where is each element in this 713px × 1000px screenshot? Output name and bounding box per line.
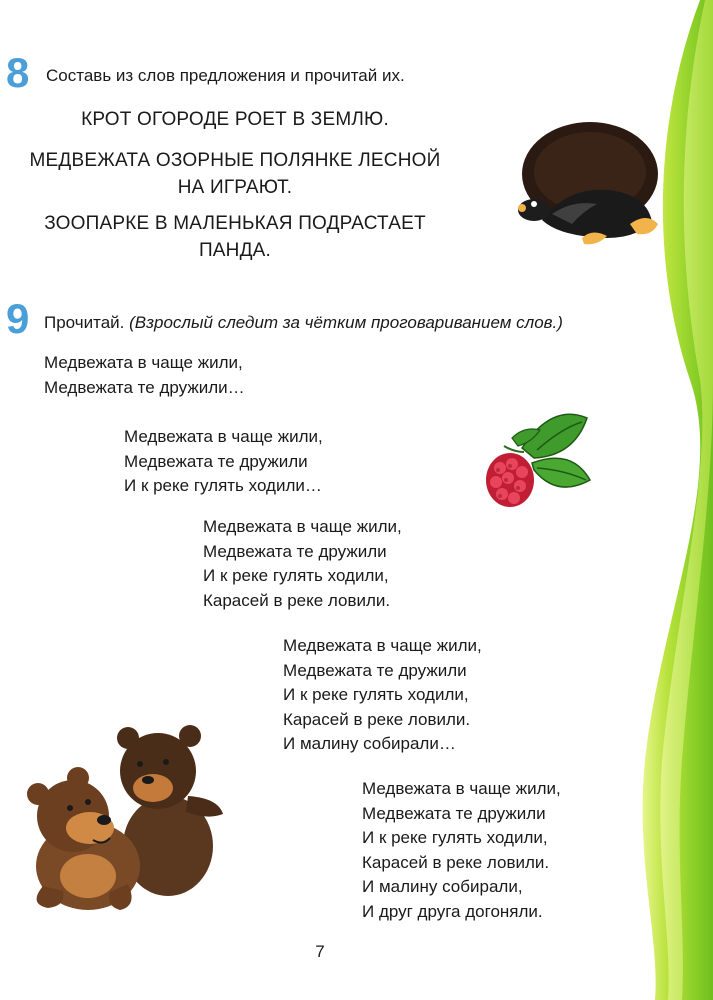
- sentence-2: [10, 147, 460, 201]
- sentence-2-line-1: МЕДВЕЖАТА ОЗОРНЫЕ ПОЛЯНКЕ ЛЕСНОЙ: [29, 150, 441, 171]
- stanza-line: И к реке гулять ходили,: [283, 685, 469, 704]
- stanza-1: [44, 351, 245, 400]
- task-9-number: 9: [6, 295, 30, 342]
- sentence-1-line-1: КРОТ ОГОРОДЕ РОЕТ В ЗЕМЛЮ.: [81, 109, 389, 130]
- stanza-2: [124, 425, 323, 499]
- stanza-line: Карасей в реке ловили.: [203, 590, 391, 610]
- stanza-line: И к реке гулять ходили,: [203, 566, 389, 585]
- sentence-2-line-2: НА ИГРАЮТ.: [177, 177, 293, 198]
- stanza-line: Медвежата те дружили: [124, 451, 308, 471]
- stanza-line: Медвежата те дружили: [283, 660, 467, 680]
- task-9-note: (Взрослый следит за чётким проговариванием слов.): [129, 313, 563, 332]
- sentence-3-line-2: ПАНДА.: [198, 240, 272, 261]
- stanza-4: [283, 634, 482, 757]
- task-8-number: 8: [6, 49, 30, 96]
- task-8-instruction: Составь из слов предложения и прочитай их.: [46, 66, 405, 85]
- stanza-3: [203, 515, 402, 613]
- raspberry-illustration: [482, 408, 592, 513]
- stanza-line: Карасей в реке ловили.: [283, 709, 471, 729]
- bear-cubs-illustration: [18, 716, 228, 916]
- stanza-line: Медвежата те дружили: [362, 803, 546, 823]
- page-number: 7: [315, 942, 325, 961]
- task-9-instruction: [44, 313, 563, 333]
- stanza-line: Медвежата в чаще жили,: [362, 779, 561, 798]
- stanza-line: И к реке гулять ходили,: [362, 828, 548, 847]
- stanza-line: Медвежата те дружили: [203, 541, 387, 561]
- stanza-line: Медвежата в чаще жили,: [124, 427, 323, 446]
- sentence-1: [10, 106, 460, 133]
- stanza-line: И друг друга догоняли.: [362, 901, 543, 921]
- stanza-line: И к реке гулять ходили…: [124, 476, 322, 495]
- sentence-3: [10, 210, 460, 264]
- task-9-instruction-text: Прочитай.: [44, 313, 130, 332]
- stanza-line: И малину собирали…: [283, 734, 456, 753]
- sentence-3-line-1: ЗООПАРКЕ В МАЛЕНЬКАЯ ПОДРАСТАЕТ: [44, 213, 426, 234]
- stanza-line: Карасей в реке ловили.: [362, 852, 550, 872]
- stanza-line: Медвежата в чаще жили,: [203, 517, 402, 536]
- stanza-line: И малину собирали,: [362, 877, 523, 896]
- mole-illustration: [512, 112, 662, 252]
- stanza-line: Медвежата в чаще жили,: [44, 353, 243, 372]
- stanza-5: [362, 777, 561, 924]
- stanza-line: Медвежата те дружили…: [44, 377, 245, 397]
- stanza-line: Медвежата в чаще жили,: [283, 636, 482, 655]
